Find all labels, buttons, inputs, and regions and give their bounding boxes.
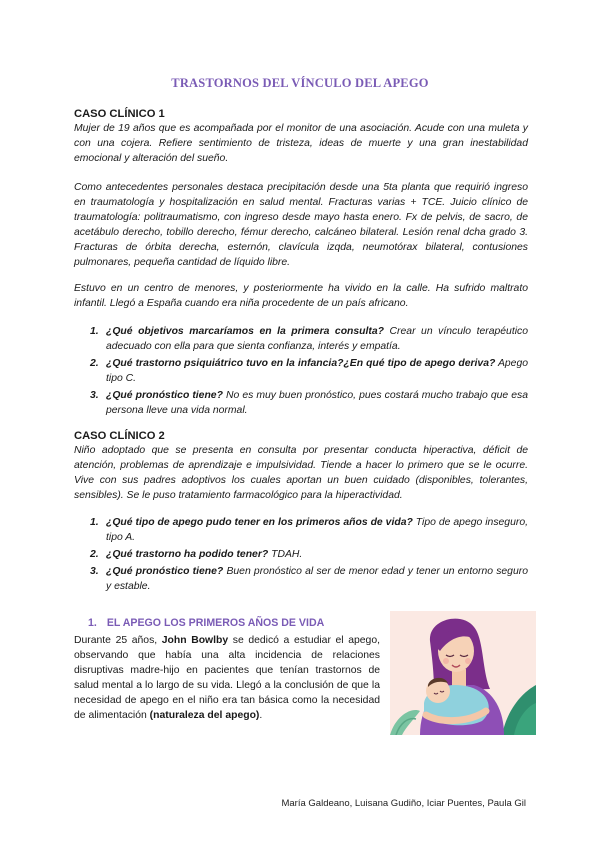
case1-paragraph-3: Estuvo en un centro de menores, y posteriormente ha vivido en la calle. Ha sufrido maltrato infantil. Llegó a España cuando era niña procedente de un país africano. — [74, 283, 528, 309]
mother-baby-image — [390, 611, 536, 735]
question-number: 2. — [90, 358, 99, 369]
answer-text: TDAH. — [268, 549, 303, 560]
question-number: 3. — [90, 390, 99, 401]
mother-baby-illustration — [390, 611, 536, 735]
section-number: 1. — [88, 617, 97, 629]
case1-question-2 — [74, 356, 528, 386]
question-text: ¿Qué trastorno psiquiátrico tuvo en la infancia?¿En qué tipo de apego deriva? — [106, 358, 496, 369]
question-text: ¿Qué tipo de apego pudo tener en los primeros años de vida? — [106, 517, 413, 528]
question-text: ¿Qué pronóstico tiene? — [106, 566, 224, 577]
case1-paragraph-2: Como antecedentes personales destaca precipitación desde una 5ta planta que requirió ingreso en traumatología y hospitalización en salud mental. Fracturas varias + TCE. Juicio clínico de traumatología: politraumatismo, con ingreso desde mayo hasta enero. Fx de pelvis, de sacro, de acetábulo derecho, tobillo derecho, fémur derecho, calcáneo bilateral. Lesión renal dcha grado 3. Fracturas de órbita derecha, esternón, clavícula izqda, neumotórax bilateral, contusiones pulmonares, pequeña cantidad de líquido libre. — [74, 182, 528, 268]
case1-paragraph-1: Mujer de 19 años que es acompañada por el monitor de una asociación. Acude con una muleta y con una cojera. Refiere sentimiento de tristeza, ideas de muerte y una gran inestabilidad emocional y alteración del sueño. — [74, 123, 528, 164]
case1-question-3 — [74, 388, 528, 418]
case2-question-3 — [74, 564, 528, 594]
case1-heading: CASO CLÍNICO 1 — [74, 108, 165, 120]
section-title: EL APEGO LOS PRIMEROS AÑOS DE VIDA — [106, 617, 325, 629]
case2-question-1 — [74, 515, 528, 545]
answer-text: Crear un vínculo terapéutico adecuado con ella para que sienta confianza, interés y empatía. — [106, 326, 528, 352]
question-text: ¿Qué objetivos marcaríamos en la primera consulta? — [106, 326, 385, 337]
section-body — [74, 633, 380, 723]
case2-question-2 — [74, 547, 528, 562]
question-number: 1. — [90, 517, 99, 528]
body-name: John Bowlby — [161, 635, 229, 646]
section-heading — [88, 617, 324, 629]
answer-text: Tipo de apego inseguro, tipo A. — [106, 517, 528, 543]
case2-questions — [74, 515, 528, 596]
document-title: TRASTORNOS DEL VÍNCULO DEL APEGO — [171, 76, 429, 90]
answer-text: No es muy buen pronóstico, pues costará mucho trabajo que esa persona lleve una vida normal. — [106, 390, 528, 416]
answer-text: Buen pronóstico al ser de menor edad y tener un entorno seguro y estable. — [106, 566, 528, 592]
question-number: 3. — [90, 566, 99, 577]
question-number: 2. — [90, 549, 99, 560]
body-bold: (naturaleza del apego) — [149, 710, 260, 721]
question-text: ¿Qué trastorno ha podido tener? — [106, 549, 269, 560]
body-text: se dedicó a estudiar el apego, observando que había una alta incidencia de relaciones disruptivas madre-hijo en pacientes que tenían trastornos de salud mental a lo largo de su vida. Llegó a la conclusión de que la necesidad de apego en el niño era tan básica como la necesidad de alimentación — [74, 635, 380, 721]
case1-questions — [74, 324, 528, 420]
question-number: 1. — [90, 326, 99, 337]
authors-footer: María Galdeano, Luisana Gudiño, Iciar Puentes, Paula Gil — [281, 798, 526, 809]
body-text: . — [259, 710, 263, 721]
question-text: ¿Qué pronóstico tiene? — [106, 390, 223, 401]
case2-heading: CASO CLÍNICO 2 — [74, 430, 165, 442]
case1-question-1 — [74, 324, 528, 354]
answer-text: Apego tipo C. — [106, 358, 528, 384]
case2-paragraph-1: Niño adoptado que se presenta en consulta por presentar conducta hiperactiva, déficit de atención, problemas de aprendizaje e impulsividad. Tiende a hacer lo primero que se le ocurre. Vive con sus padres adoptivos los cuales aportan un buen cuidado (disponibles, tolerantes, sensibles). Se le puso tratamiento farmacológico para la hiperactividad. — [74, 445, 528, 501]
body-text: Durante 25 años, — [74, 635, 162, 646]
